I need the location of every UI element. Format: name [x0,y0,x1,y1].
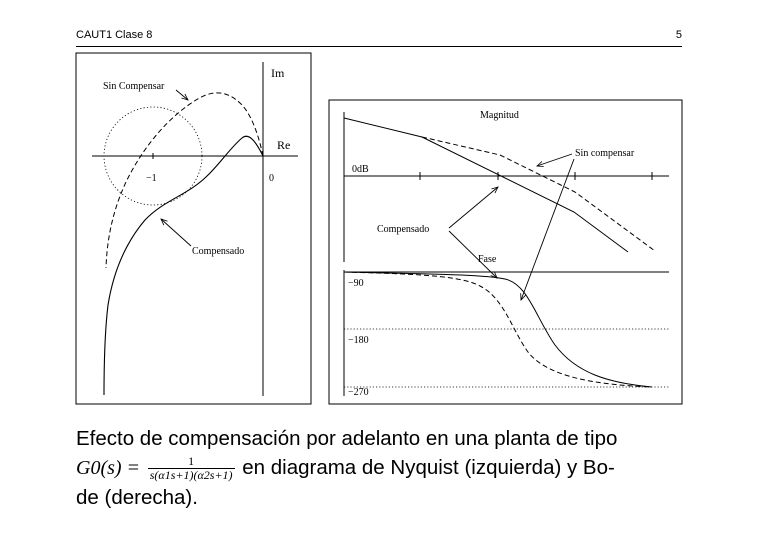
nyquist-panel [76,53,311,404]
nyquist-compensated-arrow [161,219,191,246]
nyquist-label-compensated: Compensado [192,246,245,257]
page-number: 5 [675,29,682,41]
caption-formula-numerator: 1 [148,455,235,469]
bode-label-zero-db: 0dB [352,164,369,175]
nyquist-minus-one-label: −1 [146,173,157,184]
nyquist-label-uncompensated: Sin Compensar [103,81,165,92]
bode-phase-tick-90: −90 [348,278,364,289]
caption-line-3: de (derecha). [76,486,198,509]
nyquist-re-label: Re [277,138,291,152]
caption-line-1: Efecto de compensación por adelanto en una planta de tipo [76,427,618,450]
bode-frame [329,100,682,404]
caption-line-2 [76,453,684,483]
bode-phase-uncompensated [344,272,652,387]
bode-phase-tick-270: −270 [348,387,369,398]
bode-label-uncompensated: Sin compensar [575,148,635,159]
bode-uncompensated-arrow-mag [537,154,572,166]
bode-uncompensated-arrow-phase [521,159,574,300]
bode-title-phase: Fase [478,254,497,265]
figure-caption [76,424,684,512]
nyquist-frame [76,53,311,404]
bode-label-compensated: Compensado [377,224,430,235]
nyquist-im-label: Im [271,66,285,80]
caption-formula-fraction [148,455,235,482]
bode-title-magnitude: Magnitud [480,110,519,121]
caption-formula-denominator: s(α1s+1)(α2s+1) [149,468,233,483]
caption-line-2-tail: en diagrama de Nyquist (izquierda) y Bo- [236,456,615,479]
header-title: CAUT1 Clase 8 [76,29,153,41]
bode-phase-compensated [344,272,652,387]
bode-compensated-arrow-mag [449,187,498,228]
nyquist-compensated-curve [104,136,263,395]
nyquist-uncompensated-arrow [176,90,188,100]
nyquist-zero-label: 0 [269,173,274,184]
caption-formula-lhs: G0(s) = [76,457,141,479]
bode-panel [329,100,682,404]
bode-phase-tick-180: −180 [348,335,369,346]
